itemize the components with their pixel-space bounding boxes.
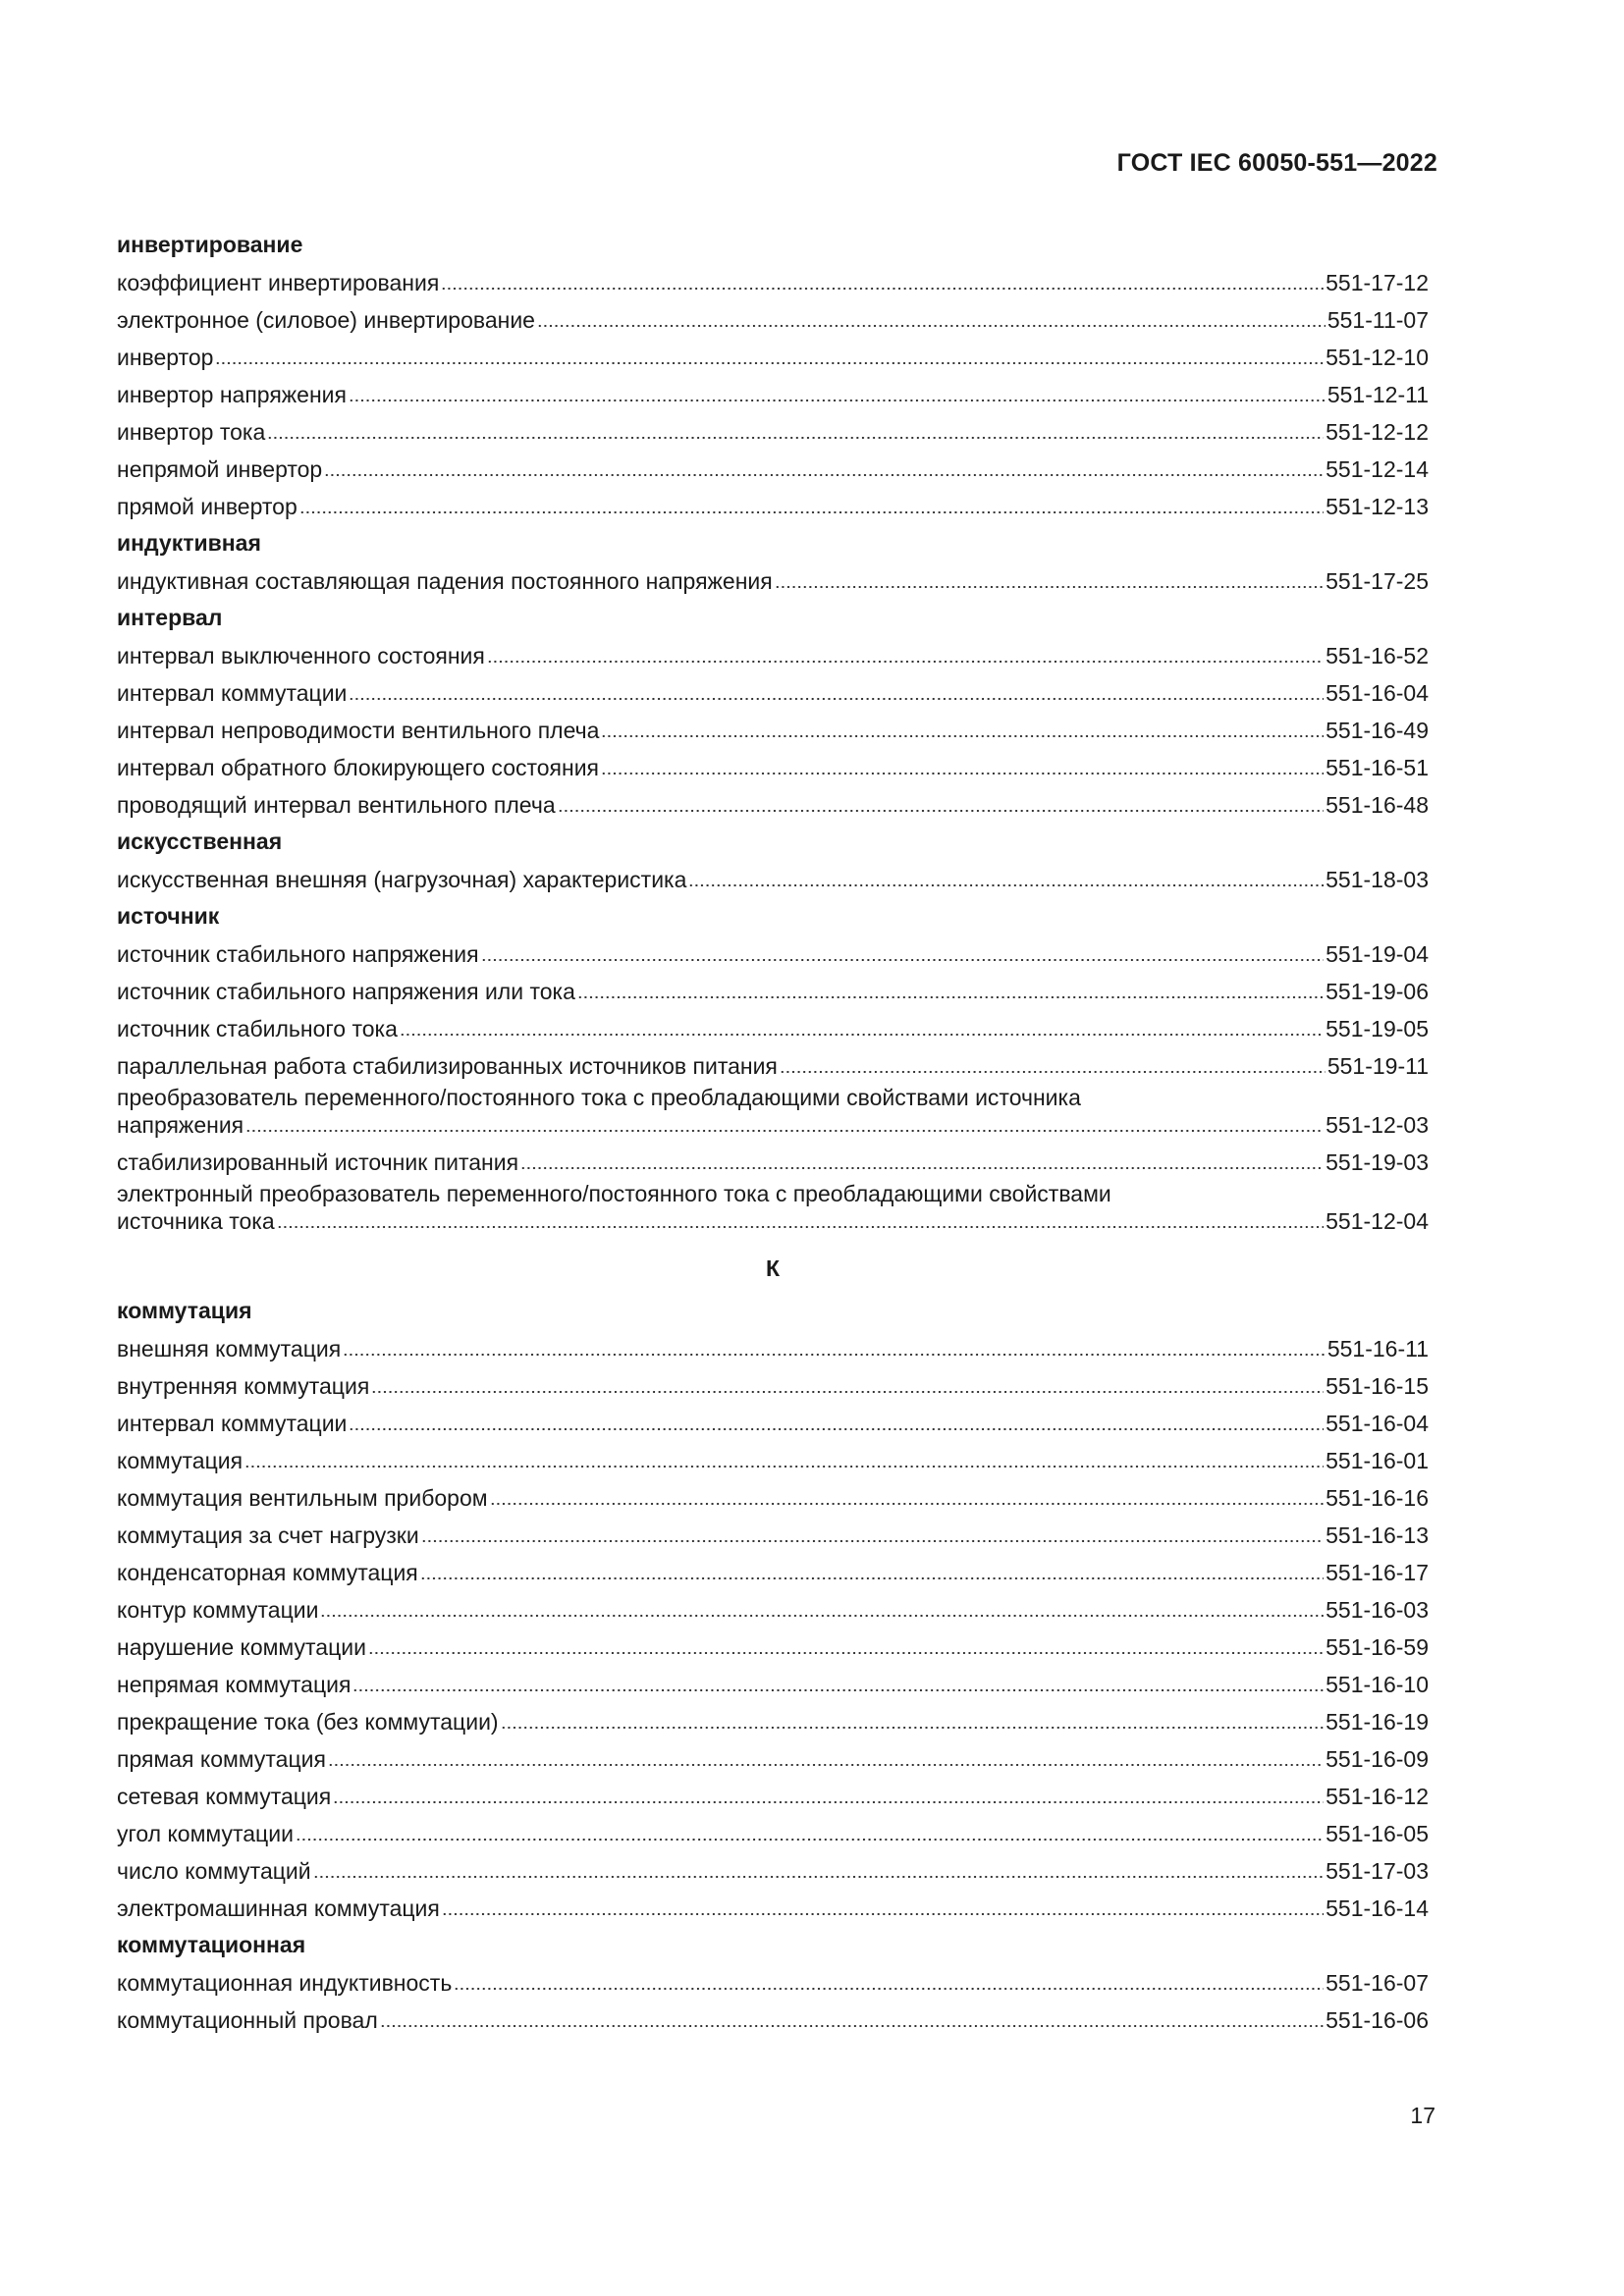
entry-code: 551-16-05 xyxy=(1326,1821,1429,1846)
entry-code: 551-17-25 xyxy=(1326,568,1429,594)
page-number: 17 xyxy=(1410,2103,1435,2128)
dot-leader xyxy=(601,734,1324,738)
dot-leader xyxy=(780,1070,1326,1074)
entry-term: интервал обратного блокирующего состояния xyxy=(117,755,600,780)
dot-leader xyxy=(420,1576,1324,1580)
entry-term: искусственная внешняя (нагрузочная) характеристика xyxy=(117,867,687,892)
entry-code: 551-16-19 xyxy=(1326,1709,1429,1735)
entry-term: инвертор xyxy=(117,345,214,370)
entry-code: 551-16-09 xyxy=(1326,1746,1429,1772)
dot-leader xyxy=(442,1912,1324,1916)
dot-leader xyxy=(400,1033,1324,1037)
index-entry xyxy=(117,1180,1429,1239)
entry-term: интервал коммутации xyxy=(117,680,348,706)
index-entry xyxy=(117,338,1429,375)
entry-term: инвертор тока xyxy=(117,419,266,445)
entry-code: 551-16-14 xyxy=(1326,1896,1429,1921)
dot-leader xyxy=(245,1129,1324,1133)
dot-leader xyxy=(380,2024,1324,2028)
index-entry xyxy=(117,1046,1429,1084)
dot-leader xyxy=(537,324,1326,328)
dot-leader xyxy=(775,585,1324,589)
index-entry xyxy=(117,300,1429,338)
dot-leader xyxy=(277,1225,1325,1229)
index-entry xyxy=(117,487,1429,524)
group-title: индуктивная xyxy=(117,530,261,556)
entry-code: 551-12-12 xyxy=(1326,419,1429,445)
index-entry xyxy=(117,1084,1429,1143)
index-entry xyxy=(117,412,1429,450)
dot-leader xyxy=(688,883,1324,887)
dot-leader xyxy=(371,1390,1324,1394)
index-entry xyxy=(117,1516,1429,1553)
entry-code: 551-19-06 xyxy=(1326,979,1429,1004)
entry-code: 551-16-11 xyxy=(1326,1336,1429,1362)
index-entry xyxy=(117,748,1429,785)
index-entry xyxy=(117,561,1429,599)
dot-leader xyxy=(324,473,1324,477)
entry-term: число коммутаций xyxy=(117,1858,311,1884)
dot-leader xyxy=(421,1539,1324,1543)
entry-term: коммутационная индуктивность xyxy=(117,1970,453,1996)
entry-code: 551-12-10 xyxy=(1326,345,1429,370)
index-entry xyxy=(117,1814,1429,1851)
index-entry xyxy=(117,1590,1429,1628)
entry-code: 551-12-13 xyxy=(1326,494,1429,519)
entry-code: 551-16-51 xyxy=(1326,755,1429,780)
dot-leader xyxy=(454,1987,1324,1991)
entry-code: 551-19-03 xyxy=(1326,1149,1429,1175)
entry-code: 551-19-11 xyxy=(1326,1053,1429,1079)
entry-term: интервал непроводимости вентильного плеча xyxy=(117,718,600,743)
index-entry xyxy=(117,1366,1429,1404)
entry-code: 551-16-06 xyxy=(1326,2007,1429,2033)
group-title: интервал xyxy=(117,605,223,630)
entry-code: 551-11-07 xyxy=(1326,307,1429,333)
entry-term: непрямой инвертор xyxy=(117,456,323,482)
index-entry xyxy=(117,785,1429,823)
entry-code: 551-16-15 xyxy=(1326,1373,1429,1399)
group-title: инвертирование xyxy=(117,232,303,257)
entry-term: коммутация вентильным прибором xyxy=(117,1485,488,1511)
dot-leader xyxy=(328,1763,1324,1767)
entry-code: 551-16-16 xyxy=(1326,1485,1429,1511)
entry-term: коммутационный провал xyxy=(117,2007,378,2033)
dot-leader xyxy=(349,399,1326,402)
entry-code: 551-16-49 xyxy=(1326,718,1429,743)
entry-term: нарушение коммутации xyxy=(117,1634,366,1660)
entry-term: источник стабильного напряжения xyxy=(117,941,479,967)
index-entry xyxy=(117,450,1429,487)
entry-term: прекращение тока (без коммутации) xyxy=(117,1709,499,1735)
index-entry xyxy=(117,1628,1429,1665)
group-title: коммутационная xyxy=(117,1932,306,1957)
entry-term: преобразователь переменного/постоянного тока с преобладающими свойствами источника xyxy=(117,1085,1081,1110)
entry-code: 551-16-10 xyxy=(1326,1672,1429,1697)
entry-code: 551-16-59 xyxy=(1326,1634,1429,1660)
entry-term: стабилизированный источник питания xyxy=(117,1149,519,1175)
entry-term: электромашинная коммутация xyxy=(117,1896,440,1921)
entry-term: прямой инвертор xyxy=(117,494,298,519)
group-title: источник xyxy=(117,903,220,929)
entry-code: 551-17-03 xyxy=(1326,1858,1429,1884)
entry-code: 551-12-03 xyxy=(1326,1112,1429,1138)
dot-leader xyxy=(320,1614,1324,1618)
entry-code: 551-16-48 xyxy=(1326,792,1429,818)
entry-code: 551-12-14 xyxy=(1326,456,1429,482)
dot-leader xyxy=(349,1427,1324,1431)
dot-leader xyxy=(313,1875,1325,1879)
entry-term: внутренняя коммутация xyxy=(117,1373,370,1399)
document-header: ГОСТ IEC 60050-551—2022 xyxy=(1116,149,1437,177)
entry-term: электронное (силовое) инвертирование xyxy=(117,307,535,333)
index-entry xyxy=(117,860,1429,897)
entry-code: 551-18-03 xyxy=(1326,867,1429,892)
entry-code: 551-16-17 xyxy=(1326,1560,1429,1585)
index-entry xyxy=(117,263,1429,300)
index-entry xyxy=(117,1143,1429,1180)
entry-code: 551-16-04 xyxy=(1326,1411,1429,1436)
index-entry xyxy=(117,934,1429,972)
index-entry xyxy=(117,1963,1429,2001)
entry-code: 551-16-13 xyxy=(1326,1522,1429,1548)
index-entry xyxy=(117,1777,1429,1814)
index-entry xyxy=(117,1478,1429,1516)
entry-term: интервал выключенного состояния xyxy=(117,643,485,668)
entry-term: контур коммутации xyxy=(117,1597,319,1623)
index-entry xyxy=(117,711,1429,748)
index-entry xyxy=(117,1665,1429,1702)
dot-leader xyxy=(501,1726,1325,1730)
entry-term: источник стабильного напряжения или тока xyxy=(117,979,575,1004)
entry-code: 551-16-52 xyxy=(1326,643,1429,668)
entry-term: проводящий интервал вентильного плеча xyxy=(117,792,556,818)
entry-code: 551-19-04 xyxy=(1326,941,1429,967)
index-entry xyxy=(117,1009,1429,1046)
dot-leader xyxy=(352,1688,1324,1692)
entry-term: угол коммутации xyxy=(117,1821,294,1846)
entry-code: 551-17-12 xyxy=(1326,270,1429,295)
index-entry xyxy=(117,2001,1429,2038)
index-entry xyxy=(117,375,1429,412)
group-title: коммутация xyxy=(117,1298,252,1323)
dot-leader xyxy=(520,1166,1324,1170)
entry-code: 551-12-11 xyxy=(1326,382,1429,407)
entry-term: электронный преобразователь переменного/постоянного тока с преобладающими свойствами xyxy=(117,1181,1111,1206)
entry-term: коэффициент инвертирования xyxy=(117,270,440,295)
dot-leader xyxy=(601,772,1324,775)
entry-term: внешняя коммутация xyxy=(117,1336,342,1362)
dot-leader xyxy=(368,1651,1324,1655)
dot-leader xyxy=(577,995,1324,999)
entry-term: прямая коммутация xyxy=(117,1746,326,1772)
index-entry xyxy=(117,1329,1429,1366)
entry-term-continued: источника тока xyxy=(117,1208,275,1234)
entry-term: индуктивная составляющая падения постоянного напряжения xyxy=(117,568,773,594)
dot-leader xyxy=(215,361,1324,365)
entry-term: источник стабильного тока xyxy=(117,1016,398,1041)
index-entry xyxy=(117,1889,1429,1926)
entry-term: непрямая коммутация xyxy=(117,1672,352,1697)
group-title: искусственная xyxy=(117,828,283,854)
dot-leader xyxy=(244,1465,1324,1468)
dot-leader xyxy=(487,660,1324,664)
dot-leader xyxy=(349,697,1324,701)
index-entry xyxy=(117,636,1429,673)
dot-leader xyxy=(267,436,1324,440)
index-entry xyxy=(117,972,1429,1009)
entry-term: коммутация за счет нагрузки xyxy=(117,1522,419,1548)
index-entry xyxy=(117,1553,1429,1590)
entry-term: параллельная работа стабилизированных источников питания xyxy=(117,1053,778,1079)
entry-term: сетевая коммутация xyxy=(117,1784,332,1809)
entry-term: интервал коммутации xyxy=(117,1411,348,1436)
entry-code: 551-16-07 xyxy=(1326,1970,1429,1996)
dot-leader xyxy=(296,1838,1324,1842)
dot-leader xyxy=(558,809,1325,813)
entry-term-continued: напряжения xyxy=(117,1112,244,1138)
letter-heading: К xyxy=(765,1255,781,1281)
index-entry xyxy=(117,1851,1429,1889)
index-entry xyxy=(117,673,1429,711)
dot-leader xyxy=(481,958,1325,962)
index-entry xyxy=(117,1702,1429,1739)
index-entry xyxy=(117,1404,1429,1441)
entry-code: 551-16-03 xyxy=(1326,1597,1429,1623)
entry-code: 551-16-04 xyxy=(1326,680,1429,706)
entry-term: инвертор напряжения xyxy=(117,382,347,407)
index-entry xyxy=(117,1739,1429,1777)
entry-code: 551-19-05 xyxy=(1326,1016,1429,1041)
entry-term: конденсаторная коммутация xyxy=(117,1560,418,1585)
index-entry xyxy=(117,1441,1429,1478)
dot-leader xyxy=(490,1502,1325,1506)
dot-leader xyxy=(343,1353,1326,1357)
entry-code: 551-16-12 xyxy=(1326,1784,1429,1809)
dot-leader xyxy=(333,1800,1324,1804)
entry-code: 551-16-01 xyxy=(1326,1448,1429,1473)
dot-leader xyxy=(299,510,1324,514)
entry-term: коммутация xyxy=(117,1448,244,1473)
entry-code: 551-12-04 xyxy=(1326,1208,1429,1234)
term-index xyxy=(117,226,1429,2038)
dot-leader xyxy=(441,287,1324,291)
